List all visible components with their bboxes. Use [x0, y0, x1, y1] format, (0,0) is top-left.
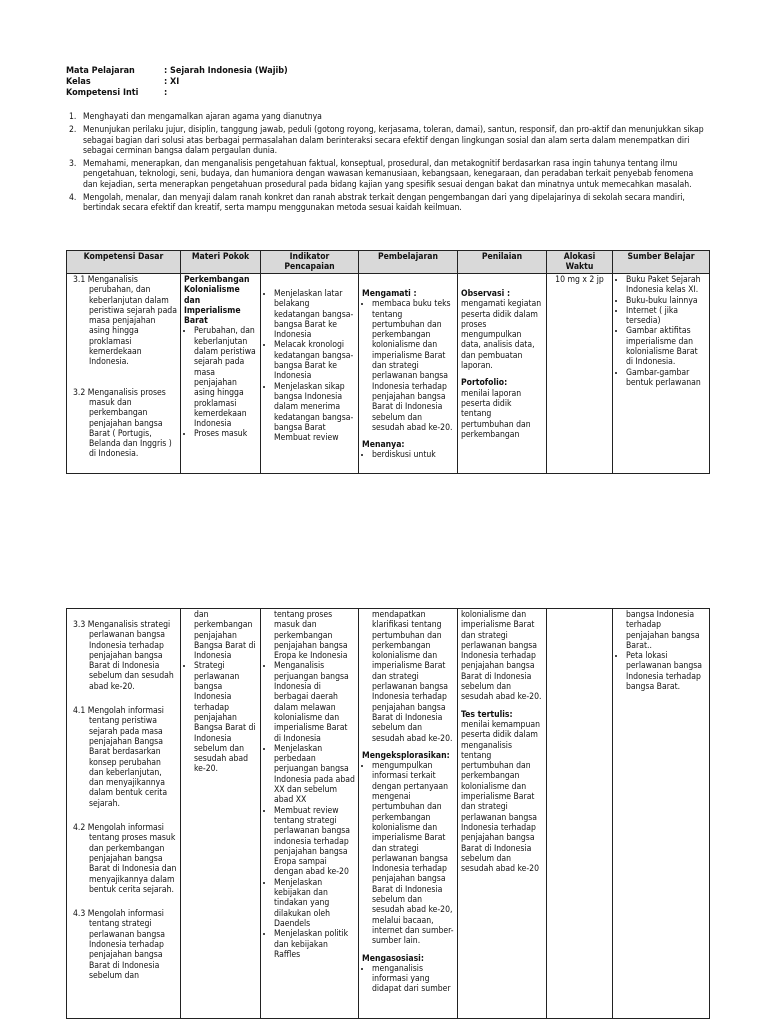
pembelajaran-cell	[359, 274, 458, 474]
col-header-indikator: Indikator Pencapaian	[261, 251, 359, 274]
indikator-tail: Membuat review	[274, 433, 339, 444]
penilaian-cell	[458, 274, 547, 474]
mapel-value: : Sejarah Indonesia (Wajib)	[164, 66, 288, 76]
indikator-cell	[261, 274, 359, 474]
pen-text: menilai kemampuan peserta didik dalam menganalisis tentang pertumbuhan dan perkembangan kolonialisme dan imperialisme Barat dan strategi perlawanan bangsa Indonesia terhadap penjajahan bangsa Barat di Indonesia sebelum dan sesudah abad ke-20	[461, 719, 541, 875]
list-item: • Melacak kronologi kedatangan bangsa-bangsa Barat ke Indonesia	[274, 340, 355, 381]
materi-cell	[181, 274, 261, 474]
pen-heading: Tes tertulis:	[461, 709, 513, 720]
ki-item: 3. Memahami, menerapkan, dan menganalisis pengetahuan faktual, konseptual, prosedural, dan metakognitif berdasarkan rasa ingin tahunya tentang ilmu pengetahuan, teknologi, seni, budaya, dan humaniora dengan wawasan kemanusiaan, kebangsaan, kenegaraan, dan peradaban terkait penyebab fenomena dan kejadian, serta menerapkan pengetahuan prosedural pada bidang kajian yang spesifik sesuai dengan bakat dan minatnya untuk memecahkan masalah.	[69, 159, 694, 190]
pemb-heading: Mengasosiasi:	[362, 953, 424, 964]
list-item: • Menjelaskan politik dan kebijakan Raffles	[274, 929, 355, 960]
materi-cell	[181, 609, 261, 1019]
sumber-cell	[613, 274, 710, 474]
syllabus-table-top	[66, 250, 710, 474]
list-item: • Menjelaskan latar belakang kedatangan bangsa-bangsa Barat ke Indonesia	[274, 289, 355, 340]
materi-continued: dan perkembangan penjajahan Bangsa Barat di Indonesia	[194, 610, 256, 662]
list-item: • Menjelaskan sikap bangsa Indonesia dalam menerima kedatangan bangsa-bangsa Barat	[274, 382, 355, 433]
list-item: • Buku-buku lainnya	[626, 296, 706, 306]
pen-heading: Portofolio:	[461, 378, 508, 389]
list-item: • Gambar aktifitas imperialisme dan kolonialisme Barat di Indonesia.	[626, 326, 706, 367]
list-item: • Gambar-gambar bentuk perlawanan	[626, 368, 706, 389]
kd-item: 4.2 Mengolah informasi tentang proses masuk dan perkembangan penjajahan bangsa Barat di Indonesia dan menyajikannya dalam bentuk cerita sejarah.	[73, 823, 177, 895]
list-item: • Buku Paket Sejarah Indonesia kelas XI.	[626, 275, 706, 296]
list-item: • Menganalisis perjuangan bangsa Indonesia di berbagai daerah dalam melawan kolonialisme dan imperialisme Barat di Indonesia	[274, 661, 355, 743]
alokasi-cell	[547, 274, 613, 474]
pemb-heading: Mengeksplorasikan:	[362, 750, 450, 761]
penilaian-cell	[458, 609, 547, 1019]
ki-label: Kompetensi Inti	[66, 88, 139, 98]
list-item: • menganalisis informasi yang didapat dari sumber	[372, 964, 454, 995]
col-header-kompetensi-dasar: Kompetensi Dasar	[67, 251, 181, 274]
pembelajaran-cell	[359, 609, 458, 1019]
kd-item: 4.1 Mengolah informasi tentang peristiwa sejarah pada masa penjajahan Bangsa Barat berdasarkan konsep perubahan dan keberlanjutan, dan menyajikannya dalam bentuk cerita sejarah.	[73, 706, 168, 809]
list-item: • berdiskusi untuk	[372, 450, 454, 460]
ki-item: 1. Menghayati dan mengamalkan ajaran agama yang dianutnya	[69, 112, 322, 122]
kd-item: 3.1 Menganalisis perubahan, dan keberlanjutan dalam peristiwa sejarah pada masa penjajahan asing hingga proklamasi kemerdekaan Indonesia.	[73, 275, 177, 368]
ki-item: 4. Mengolah, menalar, dan menyaji dalam ranah konkret dan ranah abstrak terkait dengan pengembangan dari yang dipelajarinya di sekolah secara mandiri, bertindak secara efektif dan kreatif, serta mampu menggunakan metoda sesuai kaidah keilmuan.	[69, 193, 685, 214]
indikator-continued: tentang proses masuk dan perkembangan penjajahan bangsa Eropa ke Indonesia	[274, 610, 348, 662]
syllabus-table-continued	[66, 608, 710, 1019]
pen-text: mengamati kegiatan peserta didik dalam proses mengumpulkan data, analisis data, dan pembuatan laporan.	[461, 299, 542, 372]
kd-cell	[67, 274, 181, 474]
col-header-sumber-belajar: Sumber Belajar	[613, 251, 710, 274]
pen-heading: Observasi :	[461, 289, 511, 299]
ki-value: :	[164, 88, 168, 98]
list-item: • Menjelaskan kebijakan dan tindakan yang dilakukan oleh Daendels	[274, 878, 355, 929]
col-header-penilaian: Penilaian	[458, 251, 547, 274]
alokasi-cell	[547, 609, 613, 1019]
list-item: • Menjelaskan perbedaan perjuangan bangsa Indonesia pada abad XX dan sebelum abad XX	[274, 744, 355, 806]
materi-title: Perkembangan Kolonialisme dan Imperialisme Barat	[184, 275, 250, 327]
kd-cell	[67, 609, 181, 1019]
list-item: • Perubahan, dan keberlanjutan dalam peristiwa sejarah pada masa penjajahan asing hingga proklamasi kemerdekaan Indonesia	[194, 326, 257, 429]
kd-item: 3.3 Menganalisis strategi perlawanan bangsa Indonesia terhadap penjajahan bangsa Barat di Indonesia sebelum dan sesudah abad ke-20.	[73, 620, 174, 692]
list-item: • Peta lokasi perlawanan bangsa Indonesia terhadap bangsa Barat.	[626, 651, 706, 692]
list-item: • Internet ( jika tersedia)	[626, 306, 706, 327]
list-item: • Membuat review tentang strategi perlawanan bangsa indonesia terhadap penjajahan bangsa Eropa sampai dengan abad ke-20	[274, 806, 355, 878]
pemb-continued: mendapatkan klarifikasi tentang pertumbuhan dan perkembangan kolonialisme dan imperialisme Barat dan strategi perlawanan bangsa Indonesia terhadap penjajahan bangsa Barat di Indonesia sebelum dan sesudah abad ke-20.	[372, 610, 453, 744]
kompetensi-inti-list	[66, 112, 706, 217]
kd-item: 4.3 Mengolah informasi tentang strategi perlawanan bangsa Indonesia terhadap penjajahan bangsa Barat di Indonesia sebelum dan	[73, 909, 166, 981]
alokasi-value: 10 mg x 2 jp	[555, 275, 604, 285]
pen-continued: kolonialisme dan imperialisme Barat dan strategi perlawanan bangsa Indonesia terhadap penjajahan bangsa Barat di Indonesia sebelum dan sesudah abad ke-20.	[461, 610, 542, 703]
list-item: • Strategi perlawanan bangsa Indonesia terhadap penjajahan Bangsa Barat di Indonesia sebelum dan sesudah abad ke-20.	[194, 661, 257, 774]
col-header-alokasi-waktu: Alokasi Waktu	[547, 251, 613, 274]
sumber-cell	[613, 609, 710, 1019]
mapel-label: Mata Pelajaran	[66, 66, 135, 76]
list-item: • mengumpulkan informasi terkait dengan pertanyaan mengenai pertumbuhan dan perkembangan kolonialisme dan imperialisme Barat dan strategi perlawanan bangsa Indonesia terhadap penjajahan bangsa Barat di Indonesia sebelum dan sesudah abad ke-20, melalui bacaan, internet dan sumber-sumber lain.	[372, 761, 454, 946]
kd-item: 3.2 Menganalisis proses masuk dan perkembangan penjajahan bangsa Barat ( Portugis, Belanda dan Inggris ) di Indonesia.	[73, 387, 172, 460]
list-item: • membaca buku teks tentang pertumbuhan dan perkembangan kolonialisme dan imperialisme Barat dan strategi perlawanan bangsa Indonesia terhadap penjajahan bangsa Barat di Indonesia sebelum dan sesudah abad ke-20.	[372, 299, 454, 433]
kelas-label: Kelas	[66, 77, 91, 87]
pen-text: menilai laporan peserta didik tentang pertumbuhan dan perkembangan	[461, 388, 531, 440]
pemb-heading: Mengamati :	[362, 289, 417, 299]
kelas-value: : XI	[164, 77, 180, 87]
col-header-pembelajaran: Pembelajaran	[359, 251, 458, 274]
indikator-cell	[261, 609, 359, 1019]
sumber-continued: bangsa Indonesia terhadap penjajahan bangsa Barat..	[626, 610, 700, 651]
col-header-materi-pokok: Materi Pokok	[181, 251, 261, 274]
pemb-heading: Menanya:	[362, 440, 405, 451]
document-header	[66, 66, 288, 99]
list-item: • Proses masuk	[194, 429, 257, 439]
ki-item: 2. Menunjukan perilaku jujur, disiplin, tanggung jawab, peduli (gotong royong, kerjasama, toleran, damai), santun, responsif, dan pro-aktif dan menunjukkan sikap sebagai bagian dari solusi atas berbagai permasalahan dalam berinteraksi secara efektif dengan lingkungan sosial dan alam serta dalam menempatkan diri sebagai cerminan bangsa dalam pergaulan dunia.	[69, 125, 704, 156]
